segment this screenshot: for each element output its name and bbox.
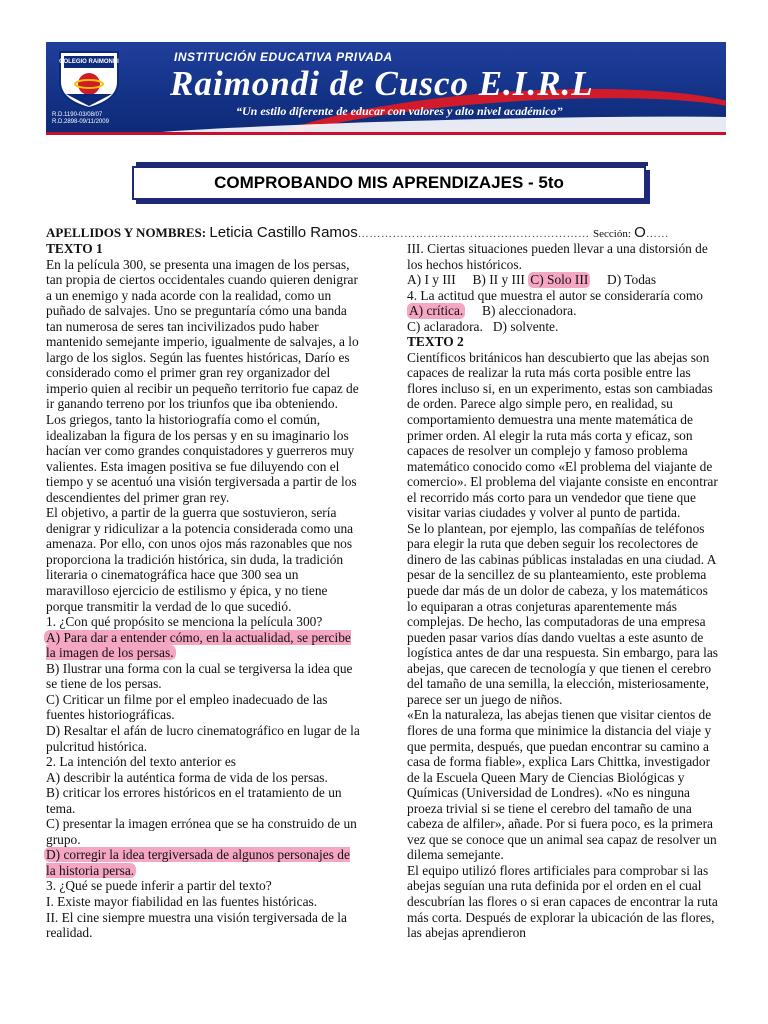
seccion-dots: …… [645, 228, 670, 240]
q3-option-c-selected[interactable]: C) Solo III [530, 272, 589, 288]
q3-option-d[interactable]: D) Todas [607, 272, 657, 288]
name-dots: …………………………………………………… [357, 228, 590, 240]
q4-option-c[interactable]: C) aclaradora. [407, 318, 483, 334]
right-column [407, 241, 720, 941]
logo-text: COLEGIO RAIMONDI [59, 59, 119, 65]
q4-option-b[interactable]: B) aleccionadora. [482, 303, 577, 319]
q3-statement-ii: II. El cine siempre muestra una visión tergiversada de la realidad. [46, 909, 347, 941]
q2-option-d-selected[interactable]: D) corregir la idea tergiversada de algunos personajes de la historia persa. [46, 847, 350, 878]
name-label: APELLIDOS Y NOMBRES: [46, 225, 207, 240]
texto1-paragraph: Los griegos, tanto la historiografía como el común, idealizaban la figura de los persas y en su imaginario los hacían ver como grandes conquistadores y guerreros muy valientes. Esta imagen positiva se fue diluyendo con el tiempo y se acentuó una visión tergiversada a partir de los descendientes del primer gran rey. [46, 412, 357, 505]
question-3: 3. ¿Qué se puede inferir a partir del texto? [46, 878, 272, 894]
q4-options-row1 [407, 303, 720, 319]
question-2: 2. La intención del texto anterior es [46, 754, 237, 770]
question-4: 4. La actitud que muestra el autor se consideraría como [407, 287, 703, 303]
left-column [46, 241, 362, 941]
q2-option-c[interactable]: C) presentar la imagen errónea que se ha construido de un grupo. [46, 816, 357, 847]
texto2-paragraph: «En la naturaleza, las abejas tienen que visitar cientos de flores de una forma que minimice la distancia del viaje y que permita, después, que puedan encontrar su camino a casa de forma fiable», explica Lars Chittka, investigador de la Escuela Queen Mary de Ciencias Biológicas y Químicas (Universidad de Londres). «No es ninguna proeza trivial si se tiene el cerebro del tamaño de una cabeza de alfiler», añade. Por si fuera poco, es la primera vez que se conoce que un animal sea capaz de resolver un dilema semejante. [407, 707, 717, 863]
school-motto: “Un estilo diferente de educar con valores y alto nivel académico” [236, 104, 563, 118]
q3-option-a[interactable]: A) I y III [407, 272, 456, 288]
student-name-field[interactable]: Leticia Castillo Ramos [209, 224, 358, 241]
school-crest-logo [54, 48, 124, 110]
seccion-label: Sección: [593, 228, 631, 240]
q1-option-a-selected[interactable]: A) Para dar a entender cómo, en la actualidad, se percibe la imagen de los persas. [46, 629, 351, 661]
q3-statement-i: I. Existe mayor fiabilidad en las fuentes históricas. [46, 893, 318, 909]
texto2-paragraph: Científicos británicos han descubierto que las abejas son capaces de realizar la ruta más corta posible entre las flores incluso si, en un experimento, estas son cambiadas de orden. Parece algo simple pero, en realidad, su comportamiento demuestra una mente matemática de primer orden. Al elegir la ruta más corta y eficaz, son capaces de resolver un complejo y famoso problema matemático conocido como «El problema del viajante de comercio». El problema del viajante consiste en encontrar el recorrido más corto para un vendedor que tiene que visitar varias ciudades y volver al punto de partida. [407, 349, 718, 521]
q1-option-b[interactable]: B) Ilustrar una forma con la cual se tergiversa la idea que se tiene de los persas. [46, 660, 353, 692]
institution-type: INSTITUCIÓN EDUCATIVA PRIVADA [174, 50, 393, 64]
logo-resolutions: R.D.1190-03/08/07 R.D.2898-09/11/2009 [52, 112, 109, 125]
school-header-banner [46, 42, 726, 135]
q4-options-row2 [407, 319, 720, 335]
seccion-field[interactable]: O [634, 224, 646, 241]
worksheet-title: COMPROBANDO MIS APRENDIZAJES - 5to [132, 166, 646, 200]
q3-options [407, 272, 720, 288]
q1-option-c[interactable]: C) Criticar un filme por el empleo inadecuado de las fuentes historiográficas. [46, 691, 328, 723]
q2-option-b[interactable]: B) criticar los errores históricos en el tratamiento de un tema. [46, 785, 342, 816]
texto1-heading: TEXTO 1 [46, 241, 103, 256]
q1-option-d[interactable]: D) Resaltar el afán de lucro cinematográfico en lugar de la pulcritud histórica. [46, 722, 360, 754]
student-name-row [46, 224, 712, 241]
texto2-heading: TEXTO 2 [407, 334, 464, 350]
texto2-paragraph: El equipo utilizó flores artificiales para comprobar si las abejas seguían una ruta definida por el orden en el cual descubrían las flores o si eran capaces de encontrar la ruta más corta. Después de explorar la ubicación de las flores, las abejas aprendieron [407, 862, 718, 941]
q2-option-a[interactable]: A) describir la auténtica forma de vida de los persas. [46, 769, 328, 785]
school-name: Raimondi de Cusco E.I.R.L [170, 64, 594, 103]
texto2-paragraph: Se lo plantean, por ejemplo, las compañías de teléfonos para elegir la ruta que deben seguir los recolectores de dinero de las cabinas públicas instaladas en una ciudad. A pesar de la sencillez de su planteamiento, este problema puede dar más de un dolor de cabeza, y los matemáticos lo equiparan a otras conjeturas aparentemente más complejas. De hecho, las computadoras de una empresa pueden pasar varios días dando vueltas a este asunto de logística antes de dar una respuesta. Sin embargo, para las abejas, que carecen de tecnología y que tienen el cerebro del tamaño de una semilla, la elección, misteriosamente, parece ser un juego de niños. [407, 520, 718, 707]
texto1-paragraph: El objetivo, a partir de la guerra que sostuvieron, sería denigrar y ridiculizar a la potencia considerada como una amenaza. Por ello, con unos ojos más razonables que nos proporciona la tradición histórica, sin duda, la tradición literaria o cinematográfica hace que 300 sea un maravilloso ejercicio de estilismo y épica, y no tiene porque transmitir la verdad de lo que sucedió. [46, 505, 354, 614]
texto1-paragraph: En la película 300, se presenta una imagen de los persas, tan propia de ciertos occidentales cuando quieren denigrar a un enemigo y nada acorde con la realidad, como un puñado de salvajes. Uno se preguntaría cómo una banda tan numerosa de seres tan incivilizados pudo haber mantenido semejante imperio, igualmente de salvajes, a lo largo de los siglos. Según las fuentes históricas, Darío es considerado como el primer gran rey organizador del imperio quien al recibir un pequeño territorio fue capaz de ir ganando terreno por los triunfos que iba obteniendo. [46, 256, 359, 412]
q4-option-a-selected[interactable]: A) crítica. [409, 303, 464, 319]
q3-option-b[interactable]: B) II y III [472, 272, 525, 288]
question-1: 1. ¿Con qué propósito se menciona la película 300? [46, 614, 323, 630]
q4-option-d[interactable]: D) solvente. [492, 318, 559, 334]
q3-statement-iii: III. Ciertas situaciones pueden llevar a una distorsión de los hechos históricos. [407, 241, 708, 272]
